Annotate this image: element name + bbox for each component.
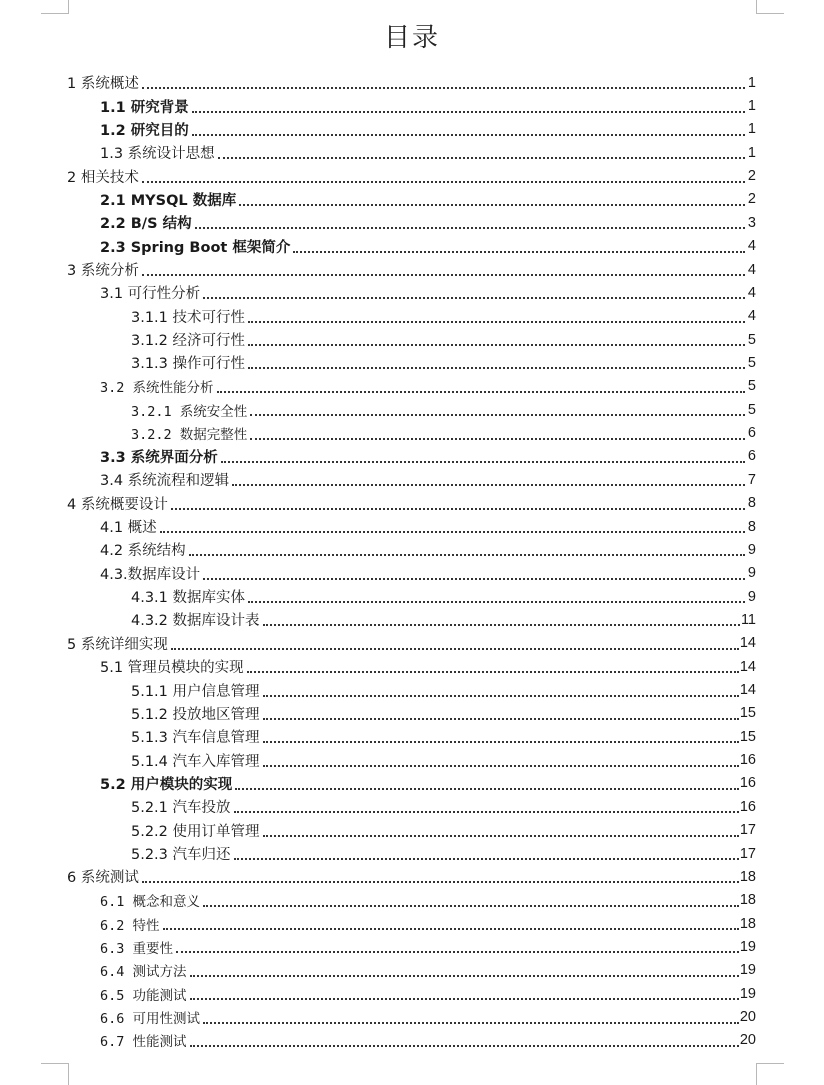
toc-entry[interactable] xyxy=(0,258,824,281)
dot-leader xyxy=(263,717,739,720)
toc-entry-label: 4 系统概要设计 xyxy=(67,493,170,514)
toc-entry[interactable] xyxy=(0,819,824,842)
toc-entry-label: 5.1.1 用户信息管理 xyxy=(131,680,262,701)
toc-entry-page-number: 18 xyxy=(739,868,756,885)
toc-entry-label: 4.2 系统结构 xyxy=(100,539,188,560)
crop-mark-bottom-right xyxy=(756,1063,784,1085)
toc-entry-label: 3.4 系统流程和逻辑 xyxy=(100,469,231,490)
toc-entry-page-number: 1 xyxy=(747,144,756,161)
dot-leader xyxy=(248,320,745,323)
toc-entry-label: 5.1.3 汽车信息管理 xyxy=(131,726,262,747)
toc-entry-label: 6.3 重要性 xyxy=(100,937,175,957)
dot-leader xyxy=(203,296,745,299)
toc-entry-page-number: 5 xyxy=(747,401,756,418)
dot-leader xyxy=(234,810,739,813)
toc-entry[interactable] xyxy=(0,71,824,94)
toc-entry-page-number: 1 xyxy=(747,74,756,91)
toc-entry-label: 6.2 特性 xyxy=(100,914,162,934)
toc-entry[interactable] xyxy=(0,445,824,468)
toc-entry[interactable] xyxy=(0,655,824,678)
toc-entry-label: 5.2.2 使用订单管理 xyxy=(131,820,262,841)
toc-entry-page-number: 5 xyxy=(747,331,756,348)
toc-entry-label: 5.2 用户模块的实现 xyxy=(100,773,234,794)
toc-entry[interactable] xyxy=(0,281,824,304)
dot-leader xyxy=(203,904,739,907)
toc-entry[interactable] xyxy=(0,1005,824,1028)
dot-leader xyxy=(218,156,745,159)
dot-leader xyxy=(190,974,739,977)
toc-entry[interactable] xyxy=(0,678,824,701)
dot-leader xyxy=(217,390,745,393)
dot-leader xyxy=(263,834,739,837)
dot-leader xyxy=(250,413,745,416)
toc-entry-page-number: 1 xyxy=(747,98,756,115)
dot-leader xyxy=(195,226,745,229)
toc-entry-page-number: 19 xyxy=(739,985,756,1002)
toc-entry[interactable] xyxy=(0,94,824,117)
toc-entry[interactable] xyxy=(0,842,824,865)
toc-entry[interactable] xyxy=(0,491,824,514)
crop-mark-top-right xyxy=(756,0,784,14)
toc-entry-page-number: 16 xyxy=(739,752,756,769)
toc-entry[interactable] xyxy=(0,889,824,912)
toc-entry-page-number: 5 xyxy=(747,378,756,395)
toc-entry[interactable] xyxy=(0,141,824,164)
toc-entry-page-number: 9 xyxy=(747,588,756,605)
toc-entry-label: 5.1.4 汽车入库管理 xyxy=(131,750,262,771)
dot-leader xyxy=(263,764,739,767)
toc-entry-page-number: 18 xyxy=(739,915,756,932)
toc-entry-label: 5.1 管理员模块的实现 xyxy=(100,656,246,677)
toc-entry-label: 1 系统概述 xyxy=(67,72,141,93)
toc-entry-label: 2.2 B/S 结构 xyxy=(100,212,194,233)
toc-entry[interactable] xyxy=(0,398,824,421)
toc-entry-page-number: 4 xyxy=(747,238,756,255)
toc-entry-page-number: 17 xyxy=(739,822,756,839)
toc-entry-page-number: 6 xyxy=(747,448,756,465)
toc-entry-page-number: 19 xyxy=(739,962,756,979)
toc-entry-page-number: 8 xyxy=(747,518,756,535)
toc-entry[interactable] xyxy=(0,795,824,818)
dot-leader xyxy=(203,1021,739,1024)
toc-entry[interactable] xyxy=(0,702,824,725)
toc-entry-label: 3.2.1 系统安全性 xyxy=(131,400,249,420)
dot-leader xyxy=(221,460,745,463)
toc-entry-page-number: 18 xyxy=(739,892,756,909)
toc-entry-label: 3.1 可行性分析 xyxy=(100,282,202,303)
toc-entry[interactable] xyxy=(0,118,824,141)
dot-leader xyxy=(192,110,745,113)
toc-entry-label: 3.3 系统界面分析 xyxy=(100,446,220,467)
toc-entry-page-number: 3 xyxy=(747,214,756,231)
toc-entry-label: 4.1 概述 xyxy=(100,516,159,537)
toc-entry[interactable] xyxy=(0,585,824,608)
dot-leader xyxy=(248,343,745,346)
dot-leader xyxy=(248,600,745,603)
toc-entry-page-number: 8 xyxy=(747,495,756,512)
toc-entry-page-number: 19 xyxy=(739,938,756,955)
toc-entry-page-number: 11 xyxy=(740,611,756,628)
toc-entry[interactable] xyxy=(0,538,824,561)
table-of-contents xyxy=(0,71,824,1052)
toc-entry[interactable] xyxy=(0,748,824,771)
toc-entry-label: 1.2 研究目的 xyxy=(100,119,191,140)
toc-entry-label: 3.2 系统性能分析 xyxy=(100,376,216,396)
toc-entry-label: 6.4 测试方法 xyxy=(100,960,189,980)
dot-leader xyxy=(190,997,739,1000)
toc-entry-page-number: 6 xyxy=(747,425,756,442)
dot-leader xyxy=(234,857,739,860)
toc-entry-label: 1.1 研究背景 xyxy=(100,96,191,117)
toc-entry[interactable] xyxy=(0,959,824,982)
dot-leader xyxy=(232,483,745,486)
toc-entry-label: 6.6 可用性测试 xyxy=(100,1007,202,1027)
toc-entry[interactable] xyxy=(0,865,824,888)
toc-entry-label: 3.2.2 数据完整性 xyxy=(131,423,249,443)
toc-entry[interactable] xyxy=(0,515,824,538)
dot-leader xyxy=(163,927,739,930)
toc-entry[interactable] xyxy=(0,305,824,328)
toc-entry-label: 3 系统分析 xyxy=(67,259,141,280)
dot-leader xyxy=(142,180,745,183)
dot-leader xyxy=(239,203,745,206)
toc-entry[interactable] xyxy=(0,632,824,655)
toc-entry-page-number: 9 xyxy=(747,541,756,558)
toc-entry-page-number: 15 xyxy=(739,705,756,722)
dot-leader xyxy=(160,530,745,533)
toc-entry-label: 2.3 Spring Boot 框架简介 xyxy=(100,236,292,257)
toc-entry[interactable] xyxy=(0,1029,824,1052)
dot-leader xyxy=(190,1044,739,1047)
toc-entry-page-number: 17 xyxy=(739,845,756,862)
toc-entry-label: 3.1.1 技术可行性 xyxy=(131,306,247,327)
toc-entry-page-number: 14 xyxy=(739,682,756,699)
dot-leader xyxy=(250,437,745,440)
toc-entry[interactable] xyxy=(0,912,824,935)
toc-entry-label: 1.3 系统设计思想 xyxy=(100,142,217,163)
toc-entry-page-number: 14 xyxy=(739,635,756,652)
toc-entry-page-number: 9 xyxy=(747,565,756,582)
dot-leader xyxy=(176,950,739,953)
toc-entry[interactable] xyxy=(0,351,824,374)
page-title: 目录 xyxy=(383,23,440,53)
toc-entry[interactable] xyxy=(0,562,824,585)
dot-leader xyxy=(235,787,739,790)
toc-entry-label: 2.1 MYSQL 数据库 xyxy=(100,189,238,210)
toc-entry-label: 6.1 概念和意义 xyxy=(100,890,202,910)
toc-entry-label: 4.3.2 数据库设计表 xyxy=(131,609,262,630)
toc-entry-label: 3.1.3 操作可行性 xyxy=(131,352,247,373)
toc-entry[interactable] xyxy=(0,468,824,491)
toc-entry-page-number: 20 xyxy=(739,1009,756,1026)
toc-entry-page-number: 7 xyxy=(747,471,756,488)
dot-leader xyxy=(248,366,745,369)
toc-entry-page-number: 4 xyxy=(747,308,756,325)
dot-leader xyxy=(142,273,745,276)
crop-mark-bottom-left xyxy=(41,1063,69,1085)
dot-leader xyxy=(263,694,739,697)
toc-entry-label: 2 相关技术 xyxy=(67,166,141,187)
dot-leader xyxy=(171,647,739,650)
toc-entry-label: 6.7 性能测试 xyxy=(100,1030,189,1050)
dot-leader xyxy=(263,740,739,743)
toc-entry[interactable] xyxy=(0,935,824,958)
toc-entry[interactable] xyxy=(0,328,824,351)
dot-leader xyxy=(192,133,745,136)
toc-entry-page-number: 5 xyxy=(747,354,756,371)
toc-entry-label: 4.3.数据库设计 xyxy=(100,563,202,584)
toc-entry[interactable] xyxy=(0,725,824,748)
toc-entry-page-number: 16 xyxy=(739,798,756,815)
toc-entry-label: 3.1.2 经济可行性 xyxy=(131,329,247,350)
dot-leader xyxy=(293,250,745,253)
toc-entry[interactable] xyxy=(0,982,824,1005)
toc-entry[interactable] xyxy=(0,188,824,211)
dot-leader xyxy=(142,86,745,89)
toc-entry-page-number: 2 xyxy=(747,191,756,208)
toc-entry[interactable] xyxy=(0,211,824,234)
toc-entry-label: 5.1.2 投放地区管理 xyxy=(131,703,262,724)
toc-entry-label: 5.2.1 汽车投放 xyxy=(131,796,233,817)
toc-entry-page-number: 1 xyxy=(747,121,756,138)
dot-leader xyxy=(263,623,740,626)
dot-leader xyxy=(189,553,745,556)
toc-entry-label: 6 系统测试 xyxy=(67,866,141,887)
toc-entry-page-number: 14 xyxy=(739,658,756,675)
toc-entry-page-number: 15 xyxy=(739,728,756,745)
crop-mark-top-left xyxy=(41,0,69,14)
dot-leader xyxy=(203,577,745,580)
toc-entry-page-number: 4 xyxy=(747,261,756,278)
toc-entry-label: 5.2.3 汽车归还 xyxy=(131,843,233,864)
toc-entry-page-number: 2 xyxy=(747,168,756,185)
toc-entry[interactable] xyxy=(0,235,824,258)
toc-entry-label: 4.3.1 数据库实体 xyxy=(131,586,247,607)
toc-entry-label: 6.5 功能测试 xyxy=(100,984,189,1004)
toc-entry-label: 5 系统详细实现 xyxy=(67,633,170,654)
dot-leader xyxy=(171,507,745,510)
toc-entry-page-number: 20 xyxy=(739,1032,756,1049)
toc-entry-page-number: 16 xyxy=(739,775,756,792)
toc-entry[interactable] xyxy=(0,421,824,444)
toc-entry[interactable] xyxy=(0,772,824,795)
dot-leader xyxy=(142,880,739,883)
toc-entry-page-number: 4 xyxy=(747,284,756,301)
toc-entry[interactable] xyxy=(0,608,824,631)
toc-entry[interactable] xyxy=(0,164,824,187)
dot-leader xyxy=(247,670,739,673)
toc-entry[interactable] xyxy=(0,375,824,398)
